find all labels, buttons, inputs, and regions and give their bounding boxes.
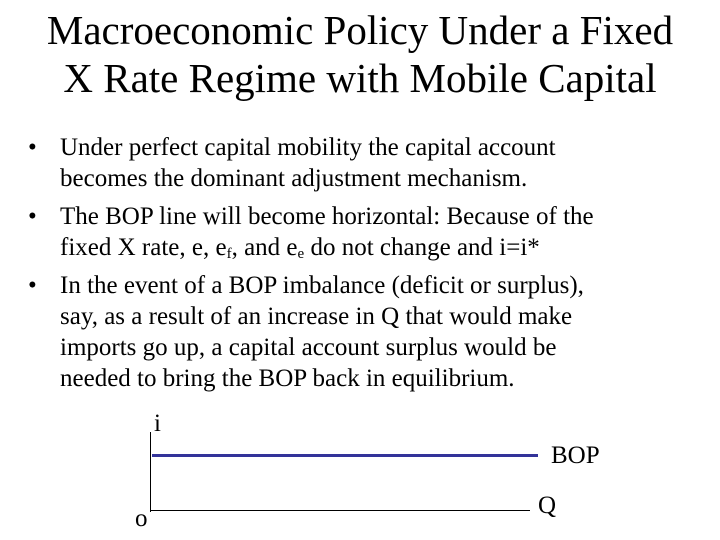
y-axis-label: i — [154, 410, 161, 437]
bullet-dot: • — [28, 203, 37, 230]
bullet-dot: • — [28, 134, 37, 161]
bullet-3-line-2: say, as a result of an increase in Q that would make — [60, 303, 573, 330]
bullet-item-2 — [24, 201, 704, 263]
bullet-1-line-1: Under perfect capital mobility the capital account — [60, 134, 556, 161]
subscript-f: f — [226, 246, 232, 262]
bullet-3-line-1: In the event of a BOP imbalance (deficit or surplus), — [60, 272, 584, 299]
x-axis — [150, 510, 530, 511]
bop-label: BOP — [551, 442, 600, 469]
bullet-3-line-3: imports go up, a capital account surplus would be — [60, 334, 557, 361]
bullet-3-line-4: needed to bring the BOP back in equilibrium. — [60, 365, 515, 392]
bullet-2-text-before: fixed X rate, e, e — [60, 234, 227, 261]
bullet-dot: • — [28, 272, 37, 299]
title-line-2: X Rate Regime with Mobile Capital — [63, 55, 657, 101]
y-axis — [150, 432, 151, 512]
bullet-2-text-after: do not change and i=i* — [304, 234, 540, 261]
bullet-list — [24, 132, 704, 401]
bullet-item-1 — [24, 132, 704, 194]
bullet-2-text-middle: , and e — [231, 234, 298, 261]
title-line-1: Macroeconomic Policy Under a Fixed — [46, 7, 674, 53]
x-axis-label: Q — [538, 492, 557, 519]
slide-title — [0, 6, 720, 102]
subscript-e: e — [297, 246, 305, 262]
origin-label: o — [135, 505, 148, 532]
bullet-item-3 — [24, 270, 704, 394]
bullet-2-line-2 — [60, 232, 704, 263]
bop-line — [152, 454, 538, 457]
bullet-2-line-1: The BOP line will become horizontal: Because of the — [60, 203, 594, 230]
bullet-1-line-2: becomes the dominant adjustment mechanism. — [60, 165, 528, 192]
